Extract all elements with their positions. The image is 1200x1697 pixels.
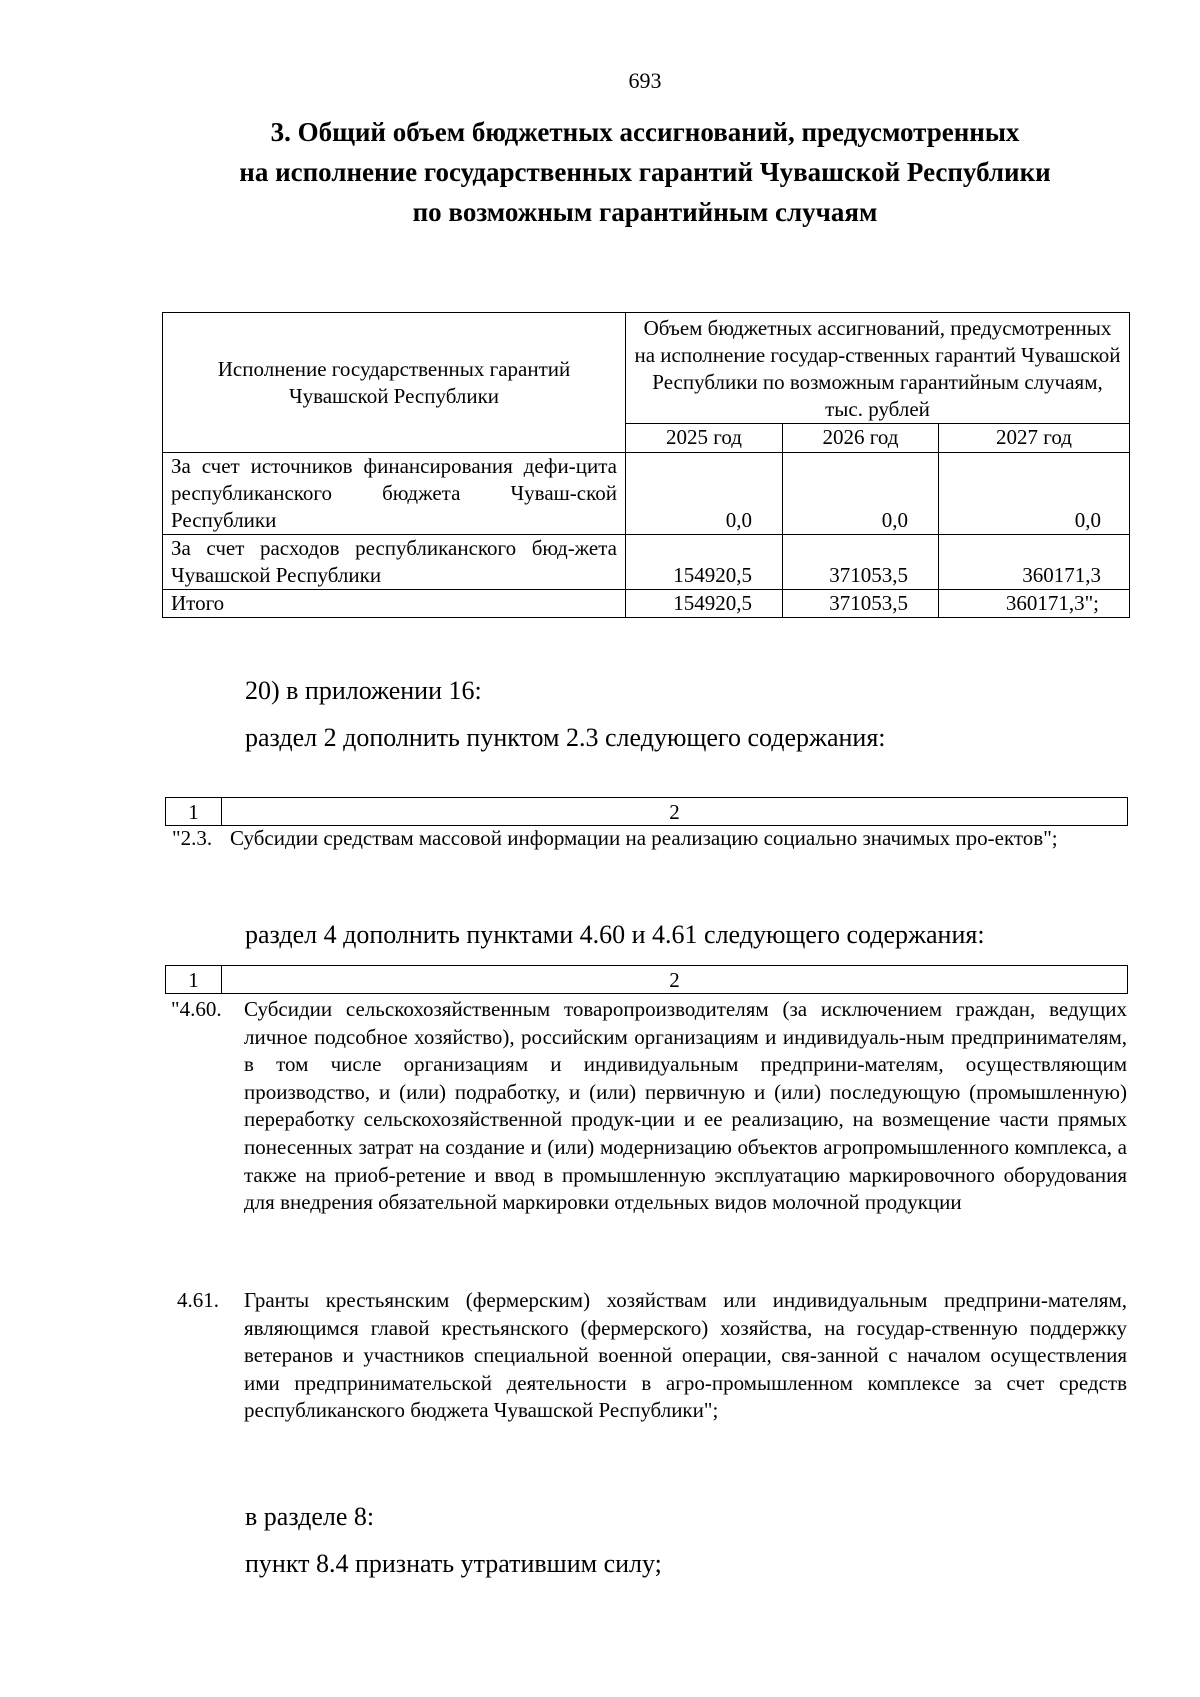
cell-value: 371053,5 [783,535,939,590]
paragraph-20: 20) в приложении 16: [245,676,482,705]
item-text: Субсидии средствам массовой информации на реализацию социально значимых про-ектов"; [230,826,1058,850]
column-index: 2 [222,966,1128,994]
item-4-61 [177,1287,1127,1467]
cell-value: 360171,3 [939,535,1130,590]
header-volume: Объем бюджетных ассигнований, предусмотренных на исполнение государ-ственных гарантий Чувашской Республики по возможным гарантийным случаям, тыс. рублей [626,313,1130,424]
cell-value: 371053,5 [783,590,939,618]
column-index: 2 [222,798,1128,826]
title-line-3: по возможным гарантийным случаям [412,197,878,227]
section-title [0,112,1200,232]
cell-value: 154920,5 [626,590,783,618]
row-label: Итого [163,590,626,618]
paragraph-section-8: в разделе 8: [245,1502,375,1531]
cell-value: 154920,5 [626,535,783,590]
header-year: 2026 год [783,424,939,453]
item-2-3 [172,825,1127,885]
page-number: 693 [628,68,662,93]
column-index: 1 [166,798,222,826]
item-number: 4.61. [177,1288,219,1312]
item-number: "2.3. [172,826,213,850]
row-label: За счет расходов республиканского бюд-жета Чувашской Республики [163,535,626,590]
paragraph-section-2: раздел 2 дополнить пунктом 2.3 следующего содержания: [245,723,886,752]
paragraph-section-4: раздел 4 дополнить пунктами 4.60 и 4.61 следующего содержания: [245,920,985,949]
cell-value: 360171,3"; [939,590,1130,618]
table-row-total [163,590,1130,618]
item-text: Гранты крестьянским (фермерским) хозяйствам или индивидуальным предприни-мателям, являющимся главой крестьянского (фермерского) хозяйства, на государ-ственную поддержку ветеранов и участников специальной военной операции, свя-занной с началом осуществления ими предпринимательской деятельности в агро-промышленном комплексе за счет средств республиканского бюджета Чувашской Республики"; [244,1288,1127,1423]
header-year: 2027 год [939,424,1130,453]
item-number: "4.60. [171,997,222,1021]
table-row [163,453,1130,535]
guarantee-table [162,312,1130,618]
column-index-table [165,965,1128,994]
header-execution: Исполнение государственных гарантий Чувашской Республики [163,313,626,453]
cell-value: 0,0 [939,453,1130,535]
column-index: 1 [166,966,222,994]
header-year: 2025 год [626,424,783,453]
cell-value: 0,0 [626,453,783,535]
column-index-table [165,797,1128,826]
item-4-60 [171,996,1127,1258]
title-line-2: на исполнение государственных гарантий Чувашской Республики [239,157,1051,187]
item-text: Субсидии сельскохозяйственным товаропроизводителям (за исключением граждан, ведущих личное подсобное хозяйство), российским организациям и индивидуаль-ным предпринимателям, в том числе организациям и индивидуальным предприни-мателям, осуществляющим производство, и (или) подработку, и (или) первичную и (или) последующую (промышленную) переработку сельскохозяйственной продук-ции и ее реализацию, на возмещение части прямых понесенных затрат на создание и (или) модернизацию объектов агропромышленного комплекса, а также на приоб-ретение и ввод в промышленную эксплуатацию маркировочного оборудования для внедрения обязательной маркировки отдельных видов молочной продукции [244,997,1127,1215]
table-row [163,535,1130,590]
paragraph-item-8-4: пункт 8.4 признать утратившим силу; [245,1549,662,1578]
cell-value: 0,0 [783,453,939,535]
title-line-1: 3. Общий объем бюджетных ассигнований, предусмотренных [270,117,1020,147]
row-label: За счет источников финансирования дефи-цита республиканского бюджета Чуваш-ской Республики [163,453,626,535]
